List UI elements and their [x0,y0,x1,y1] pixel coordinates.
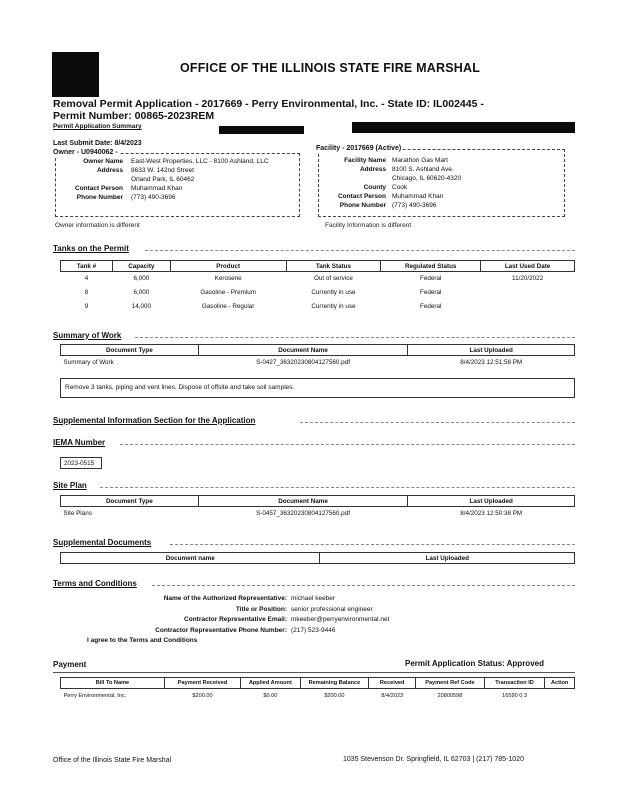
payment-received-date: 8/4/2023 [381,692,404,699]
work-header-row [61,345,575,356]
facility-address-line2: Chicago, IL 60620-4320 [392,175,462,182]
tank-last-used [481,300,575,314]
owner-phone-value: (773) 490-3696 [131,194,176,201]
tank-regulated-status: Federal [420,275,442,283]
supplemental-docs-table [60,552,575,564]
work-doc-name[interactable]: S-0427_36320230804127560.pdf [256,359,350,367]
supplemental-docs-header-row [61,553,575,564]
work-col-header: Last Uploaded [408,345,575,356]
payment-col-header: Payment Received [164,678,240,689]
terms-heading: Terms and Conditions [53,579,137,588]
work-table [60,344,575,370]
terms-details [53,594,575,656]
terms-phone-value: (217) 523-9446 [291,626,336,634]
office-title: OFFICE OF THE ILLINOIS STATE FIRE MARSHAL [179,61,481,75]
tanks-heading: Tanks on the Permit [53,244,129,253]
owner-details [55,158,300,218]
tank-product: Gasoline - Regular [201,303,255,310]
payment-applied: $0.00 [263,692,278,699]
terms-rep-label: Name of the Authorized Representative: [163,595,287,602]
terms-title-label: Title or Position: [235,605,287,613]
site-plan-heading: Site Plan [53,481,87,490]
payment-header-row [61,678,575,689]
payment-transaction-id: 16590 0 3 [502,692,528,699]
facility-county-label: County [363,184,386,191]
owner-address-line1: 8633 W. 142nd Street [131,167,194,174]
supplemental-docs-col-header: Document name [61,553,320,564]
facility-box-label: Facility - 2017669 (Active) [316,145,402,152]
payment-action[interactable] [545,689,575,703]
divider [145,250,575,251]
permit-title-line1: Removal Permit Application - 2017669 - Perry Environmental, Inc. - State ID: IL002445 - [53,98,484,110]
tanks-col-header: Tank # [61,261,113,272]
payment-remaining: $200.00 [324,692,345,699]
tanks-table [60,260,575,314]
facility-details [318,157,565,217]
tanks-col-header: Capacity [112,261,170,272]
agency-logo [52,52,99,97]
table-row [61,300,575,314]
facility-name-value: Marathon Gas Mart [392,157,448,164]
redaction-bar [219,126,304,134]
owner-contact-value: Muhammad Khan [131,185,183,192]
payment-col-header: Received [369,678,416,689]
terms-rep-value: michael keeber [291,595,336,602]
owner-phone-label: Phone Number [76,194,123,201]
terms-phone-label: Contractor Representative Phone Number: [155,626,287,634]
owner-box-label: Owner - U0940062 - [53,149,118,156]
footer-right: 1035 Stevenson Dr. Springfield, IL 62703 | (217) 785-1020 [343,756,524,763]
redaction-bar [352,122,575,133]
table-row [61,272,575,286]
work-description: Remove 3 tanks, piping and vent lines. Dispose of offsite and take soil samples. [60,378,575,398]
owner-name-value: East-West Properties, LLC - 8100 Ashland, LLC [131,158,269,165]
tank-last-used: 11/20/2022 [512,275,544,283]
last-submit-date: Last Submit Date: 8/4/2023 [53,140,142,147]
tank-regulated-status: Federal [420,303,442,310]
payment-col-header: Bill To Name [61,678,165,689]
terms-agree: I agree to the Terms and Conditions [87,637,198,644]
tank-product: Gasoline - Premium [200,289,256,296]
facility-phone-value: (773) 490-3696 [392,202,437,209]
tanks-col-header: Regulated Status [381,261,481,272]
payment-col-header: Action [545,678,575,689]
payment-col-header: Payment Ref Code [416,678,485,689]
payment-bill-to: Perry Environmental, Inc. [63,692,127,699]
site-plan-table [60,495,575,521]
facility-address-line1: 8100 S. Ashland Ave. [392,166,454,173]
facility-contact-value: Muhammad Khan [392,193,444,200]
supplemental-heading: Supplemental Information Section for the Application [53,416,256,425]
payment-col-header: Transaction ID [484,678,544,689]
tank-status: Currently in use [311,289,356,296]
owner-note: Owner information is different [55,222,140,229]
site-plan-col-header: Document Name [198,496,408,507]
site-plan-header-row [61,496,575,507]
permit-title [53,98,593,122]
site-plan-col-header: Last Uploaded [408,496,575,507]
tanks-col-header: Last Used Date [481,261,575,272]
tank-capacity: 6,000 [133,275,150,283]
work-heading: Summary of Work [53,331,122,340]
site-plan-doc-type: Site Plans [63,510,92,518]
iema-number: 2023-0515 [60,457,102,469]
terms-email-value: mkeeber@perryenvironmental.net [291,616,390,623]
tank-last-used [481,286,575,300]
divider [300,422,575,423]
divider [120,444,575,445]
terms-title-value: senior professional engineer [291,605,373,613]
payment-col-header: Remaining Balance [300,678,369,689]
permit-title-line2: Permit Number: 00865-2023REM [53,110,215,122]
summary-link[interactable]: Permit Application Summary [53,123,142,130]
divider [135,337,575,338]
site-plan-last-uploaded: 8/4/2023 12:50:38 PM [460,510,523,518]
tank-capacity: 6,000 [133,289,150,296]
work-last-uploaded: 8/4/2023 12:51:58 PM [460,359,523,367]
iema-heading: IEMA Number [53,438,106,447]
table-row [61,356,575,370]
tank-regulated-status: Federal [420,289,442,296]
tank-status: Currently in use [311,303,356,310]
work-doc-type: Summary of Work [63,359,114,367]
tank-number: 4 [84,275,89,283]
site-plan-col-header: Document Type [61,496,199,507]
divider [53,672,575,673]
tanks-header-row [61,261,575,272]
facility-note: Facility Information is different [325,222,412,229]
table-row [61,507,575,521]
permit-status: Permit Application Status: Approved [405,659,544,668]
tank-number: 8 [84,289,89,296]
divider [170,544,575,545]
payment-ref-code: 20800598 [437,692,463,699]
work-col-header: Document Name [198,345,408,356]
footer-left: Office of the Illinois State Fire Marshal [53,757,172,764]
facility-phone-label: Phone Number [339,202,386,209]
facility-name-label: Facility Name [344,157,386,164]
tank-status: Out of service [314,275,353,283]
facility-county-value: Cook [392,184,408,191]
table-row [61,689,575,703]
payment-table [60,677,575,703]
divider [100,487,575,488]
payment-received: $200.00 [192,692,213,699]
terms-email-label: Contractor Representative Email: [184,616,287,623]
work-col-header: Document Type [61,345,199,356]
owner-address-line2: Orland Park, IL 60462 [131,176,195,183]
divider [152,585,575,586]
owner-address-label: Address [96,167,123,174]
tank-product: Kerosene [214,275,242,283]
payment-heading: Payment [53,660,87,669]
site-plan-doc-name[interactable]: S-0457_36320230804127560.pdf [256,510,350,518]
tanks-col-header: Product [170,261,286,272]
payment-col-header: Applied Amount [241,678,300,689]
tank-capacity: 14,000 [131,303,151,310]
owner-name-label: Owner Name [83,158,123,165]
supplemental-docs-heading: Supplemental Documents [53,538,152,547]
tanks-col-header: Tank Status [286,261,381,272]
tank-number: 9 [84,303,89,310]
facility-address-label: Address [359,166,386,173]
table-row [61,286,575,300]
facility-contact-label: Contact Person [337,193,386,200]
owner-contact-label: Contact Person [74,185,123,192]
supplemental-docs-col-header: Last Uploaded [320,553,575,564]
